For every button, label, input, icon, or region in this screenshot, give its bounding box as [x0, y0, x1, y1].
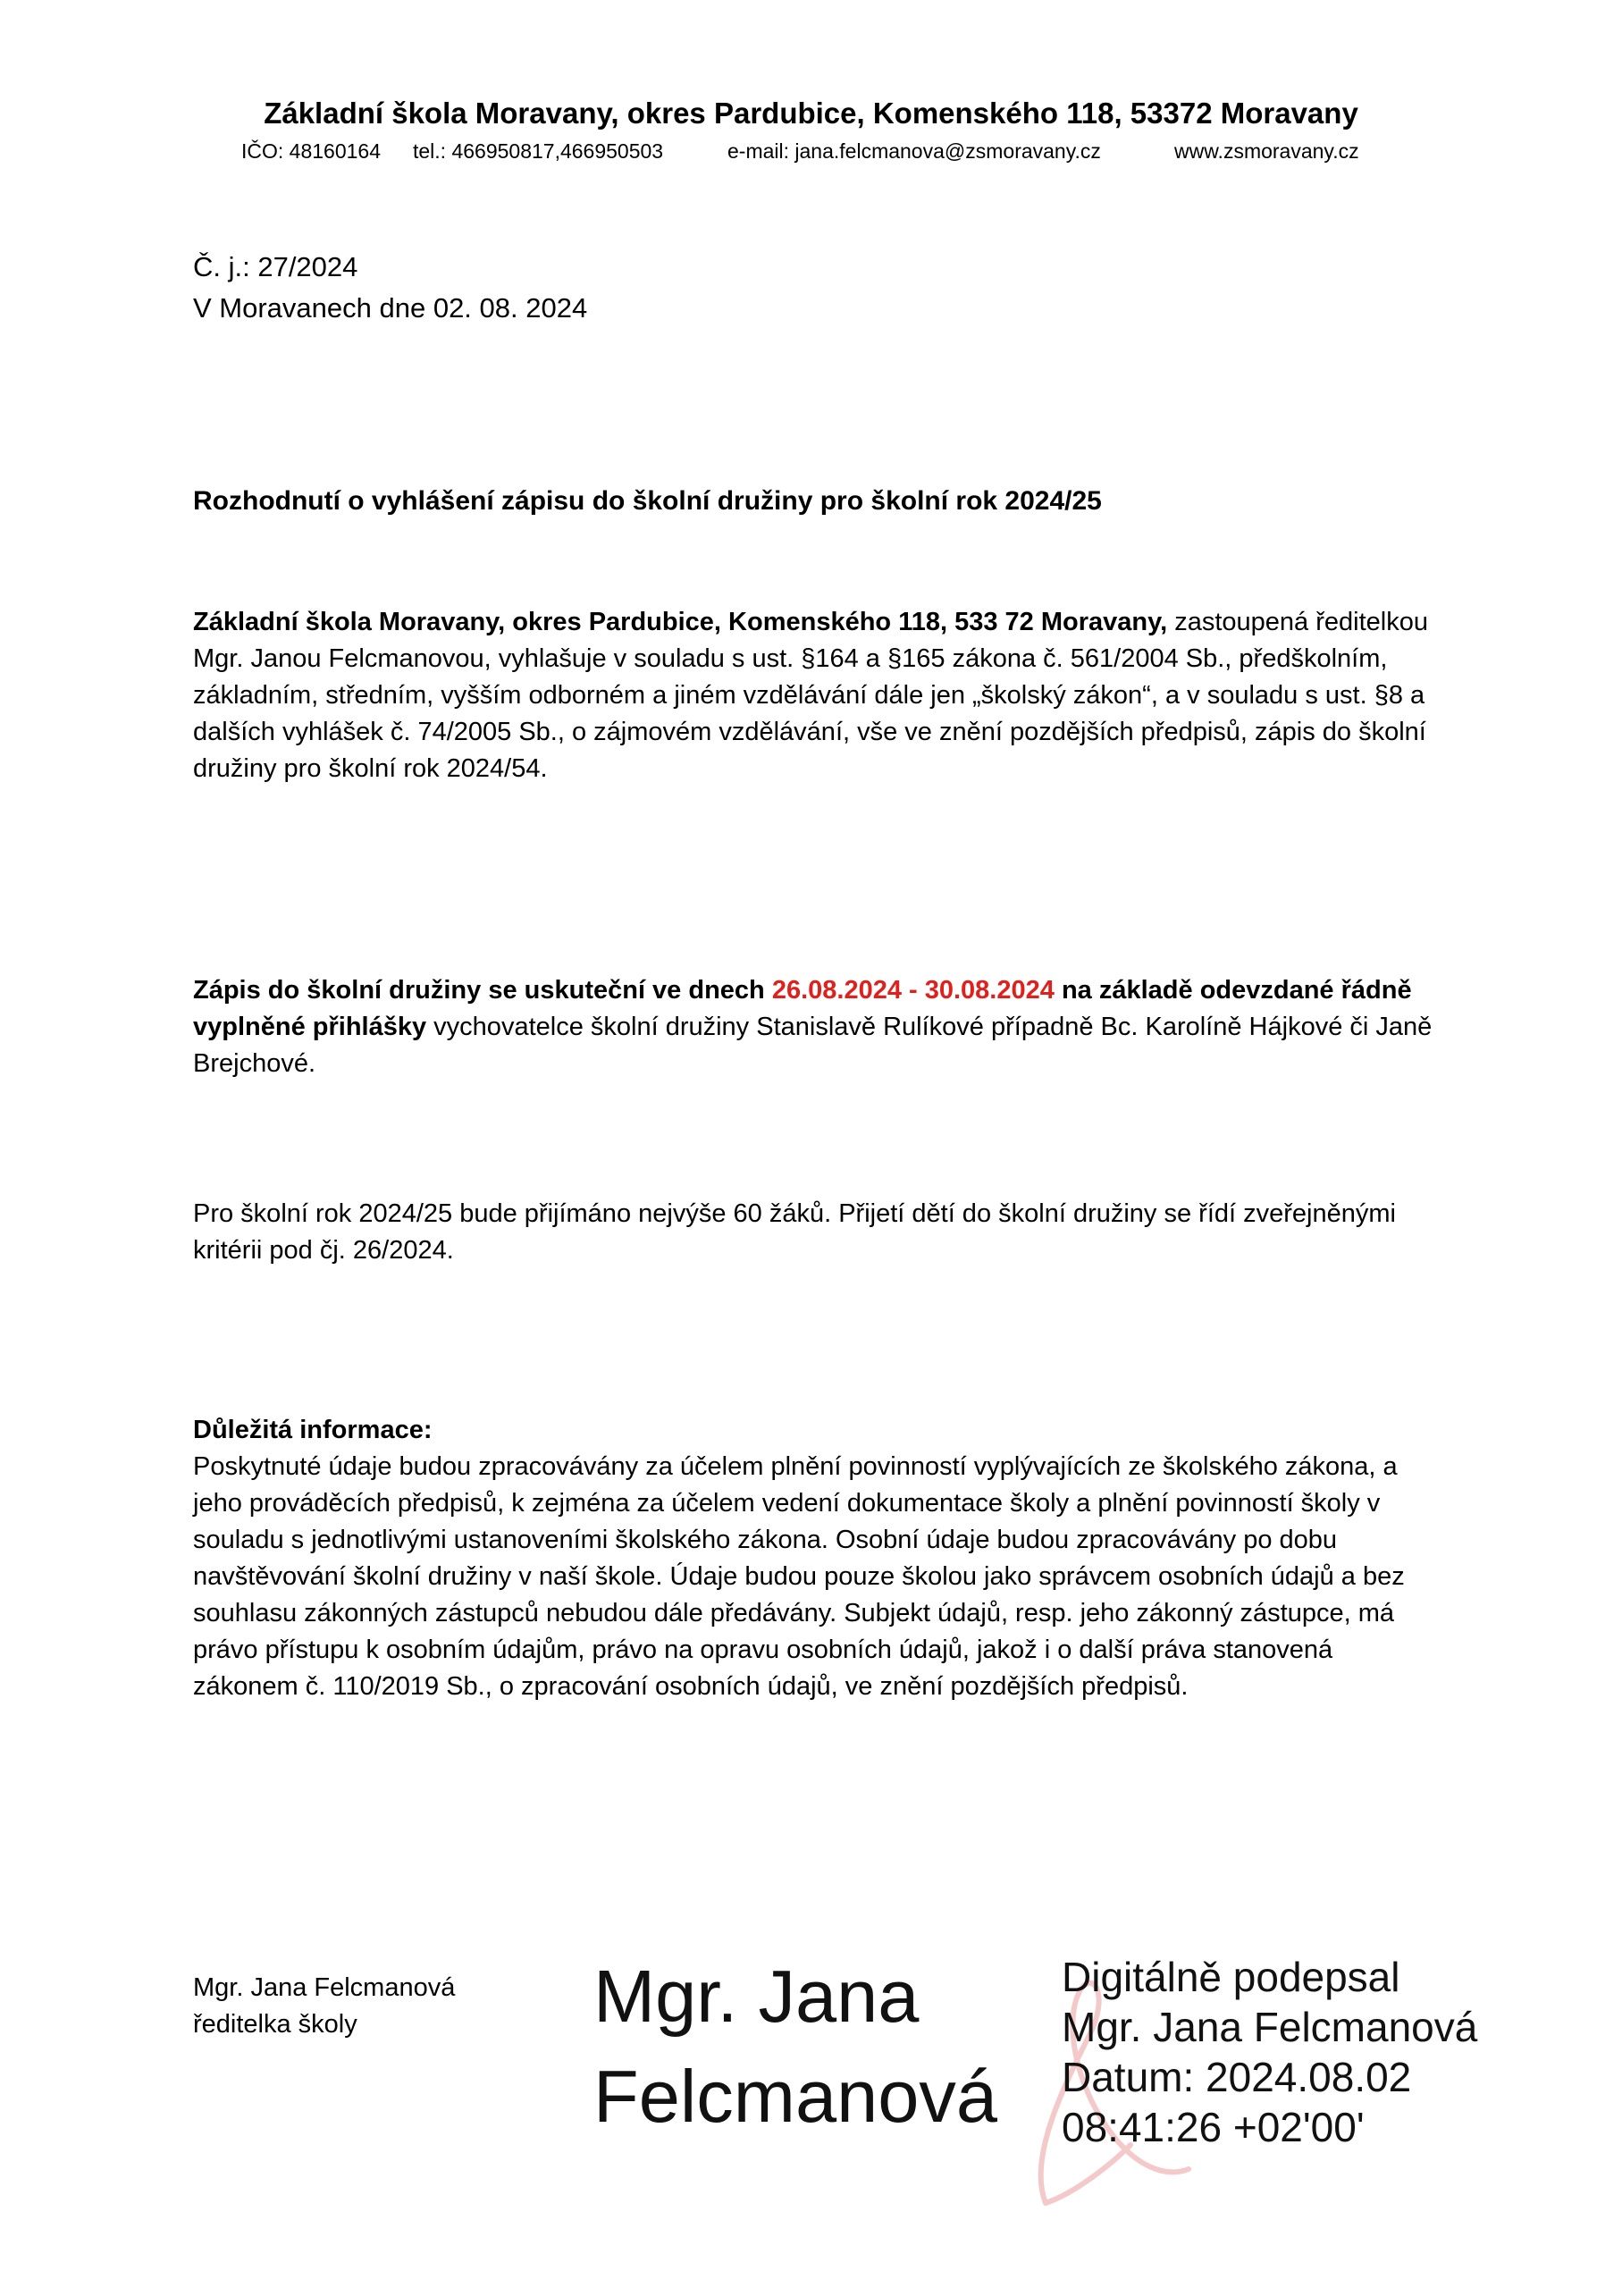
- digital-signature-details: [1062, 1952, 1477, 2152]
- school-header-title: Základní škola Moravany, okres Pardubice, Komenského 118, 53372 Moravany: [264, 97, 1358, 130]
- enrollment-dates: 26.08.2024 - 30.08.2024: [771, 976, 1055, 1005]
- enrollment-lead: Zápis do školní družiny se uskuteční ve dnech: [193, 976, 772, 1005]
- email-address: e-mail: jana.felcmanova@zsmoravany.cz: [727, 139, 1101, 163]
- signer-role: ředitelka školy: [193, 2010, 357, 2039]
- capacity-paragraph: Pro školní rok 2024/25 bude přijímáno nejvýše 60 žáků. Přijetí dětí do školní družiny se řídí zveřejněnými kritérii pod čj. 26/2024.: [193, 1199, 1396, 1265]
- enrollment-condition: na základě odevzdané řádně vyplněné přihlášky: [193, 976, 1412, 1041]
- enrollment-text: vychovatelce školní družiny Stanislavě Rulíkové případně Bc. Karolíně Hájkové či Janě Brejchové.: [193, 1013, 1433, 1078]
- school-name-bold: Základní škola Moravany, okres Pardubice, Komenského 118, 533 72 Moravany,: [193, 608, 1168, 636]
- enrollment-paragraph: [193, 972, 1444, 1082]
- important-text: Poskytnuté údaje budou zpracovávány za účelem plnění povinností vyplývajících ze školského zákona, a jeho prováděcích předpisů, k zejména za účelem vedení dokumentace školy a plnění povinností školy v souladu s jednotlivými ustanoveními školského zákona. Osobní údaje budou zpracovávány po dobu navštěvování školní družiny v naší škole. Údaje budou pouze školou jako správcem osobních údajů a bez souhlasu zákonných zástupců nebudou dále předávány. Subjekt údajů, resp. jeho zákonný zástupce, má právo přístupu k osobním údajům, právo na opravu osobních údajů, jakož i o další práva stanovená zákonem č. 110/2019 Sb., o zpracování osobních údajů, ve znění pozdějších předpisů.: [193, 1452, 1405, 1701]
- place-date: V Moravanech dne 02. 08. 2024: [193, 292, 588, 324]
- signer-block: [193, 1970, 455, 2043]
- important-heading: Důležitá informace:: [193, 1416, 433, 1444]
- signature-signer: Mgr. Jana Felcmanová: [1062, 2004, 1478, 2050]
- reference-block: [193, 247, 587, 329]
- school-contacts: [241, 139, 1359, 164]
- announcement-text: zastoupená ředitelkou Mgr. Janou Felcmanovou, vyhlašuje v souladu s ust. §164 a §165 zákona č. 561/2004 Sb., předškolním, základním, středním, vyšším odborném a jiném vzdělávání dále jen „školský zákon“, a v souladu s ust. §8 a dalších vyhlášek č. 74/2005 Sb., o zájmovém vzdělávání, vše ve znění pozdějších předpisů, zápis do školní družiny pro školní rok 2024/54.: [193, 608, 1428, 783]
- announcement-paragraph: [193, 604, 1444, 787]
- website: www.zsmoravany.cz: [1174, 139, 1359, 163]
- signature-label: Digitálně podepsal: [1062, 1954, 1400, 2000]
- ico-number: IČO: 48160164: [241, 139, 382, 163]
- document-title: Rozhodnutí o vyhlášení zápisu do školní družiny pro školní rok 2024/25: [193, 486, 1102, 516]
- digital-signature-name: Mgr. Jana Felcmanová: [593, 1955, 998, 2138]
- important-info: [193, 1412, 1444, 1705]
- signature-time: 08:41:26 +02'00': [1062, 2104, 1365, 2150]
- signature-date: Datum: 2024.08.02: [1062, 2054, 1412, 2100]
- reference-number: Č. j.: 27/2024: [193, 251, 358, 282]
- phone-numbers: tel.: 466950817,466950503: [413, 139, 664, 163]
- signer-name: Mgr. Jana Felcmanová: [193, 1973, 456, 2002]
